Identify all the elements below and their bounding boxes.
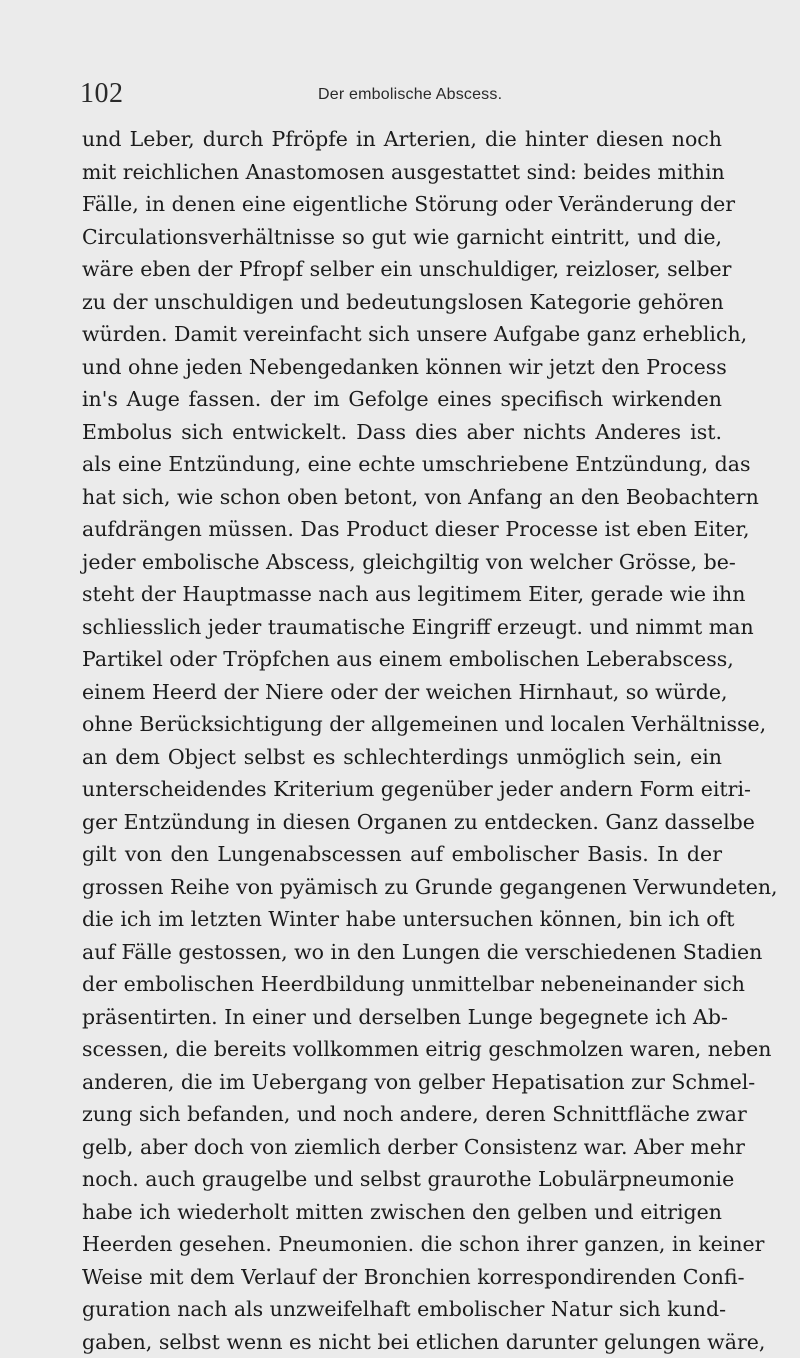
text-line: zung sich befanden, und noch andere, deren Schnittfläche zwar — [82, 1098, 722, 1131]
text-line: zu der unschuldigen und bedeutungslosen Kategorie gehören — [82, 286, 722, 319]
text-line: ohne Berücksichtigung der allgemeinen und localen Verhältnisse, — [82, 708, 722, 741]
text-line: und ohne jeden Nebengedanken können wir jetzt den Process — [82, 351, 722, 384]
text-line: mit reichlichen Anastomosen ausgestattet sind: beides mithin — [82, 156, 722, 189]
text-line: noch. auch graugelbe und selbst graurothe Lobulärpneumonie — [82, 1163, 722, 1196]
text-line: wäre eben der Pfropf selber ein unschuldiger, reizloser, selber — [82, 253, 722, 286]
text-line: habe ich wiederholt mitten zwischen den gelben und eitrigen — [82, 1196, 722, 1229]
text-line: steht der Hauptmasse nach aus legitimem Eiter, gerade wie ihn — [82, 578, 722, 611]
text-line: Fälle, in denen eine eigentliche Störung oder Veränderung der — [82, 188, 722, 221]
text-line: in's Auge fassen. der im Gefolge eines specifisch wirkenden — [82, 383, 722, 416]
text-line: Weise mit dem Verlauf der Bronchien korrespondirenden Confi- — [82, 1261, 722, 1294]
text-line: ger Entzündung in diesen Organen zu entdecken. Ganz dasselbe — [82, 806, 722, 839]
text-line: und Leber, durch Pfröpfe in Arterien, die hinter diesen noch — [82, 123, 722, 156]
text-line: an dem Object selbst es schlechterdings unmöglich sein, ein — [82, 741, 722, 774]
text-line: die ich im letzten Winter habe untersuchen können, bin ich oft — [82, 903, 722, 936]
text-line: Circulationsverhältnisse so gut wie garnicht eintritt, und die, — [82, 221, 722, 254]
text-line: einem Heerd der Niere oder der weichen Hirnhaut, so würde, — [82, 676, 722, 709]
text-line: der embolischen Heerdbildung unmittelbar nebeneinander sich — [82, 968, 722, 1001]
text-line: guration nach als unzweifelhaft embolischer Natur sich kund- — [82, 1293, 722, 1326]
running-head — [80, 80, 720, 110]
body-text — [82, 123, 722, 1358]
text-line: gelb, aber doch von ziemlich derber Consistenz war. Aber mehr — [82, 1131, 722, 1164]
text-line: als eine Entzündung, eine echte umschriebene Entzündung, das — [82, 448, 722, 481]
text-line: Partikel oder Tröpfchen aus einem embolischen Leberabscess, — [82, 643, 722, 676]
text-line: jeder embolische Abscess, gleichgiltig von welcher Grösse, be- — [82, 546, 722, 579]
text-line: anderen, die im Uebergang von gelber Hepatisation zur Schmel- — [82, 1066, 722, 1099]
text-line: gilt von den Lungenabscessen auf embolischer Basis. In der — [82, 838, 722, 871]
text-line: unterscheidendes Kriterium gegenüber jeder andern Form eitri- — [82, 773, 722, 806]
text-line: würden. Damit vereinfacht sich unsere Aufgabe ganz erheblich, — [82, 318, 722, 351]
page-number: 102 — [80, 80, 124, 108]
running-title: Der embolische Abscess. — [318, 87, 502, 103]
text-line: schliesslich jeder traumatische Eingriff erzeugt. und nimmt man — [82, 611, 722, 644]
text-line: Embolus sich entwickelt. Dass dies aber nichts Anderes ist. — [82, 416, 722, 449]
text-line: scessen, die bereits vollkommen eitrig geschmolzen waren, neben — [82, 1033, 722, 1066]
text-line: auf Fälle gestossen, wo in den Lungen die verschiedenen Stadien — [82, 936, 722, 969]
text-line: grossen Reihe von pyämisch zu Grunde gegangenen Verwundeten, — [82, 871, 722, 904]
text-line: gaben, selbst wenn es nicht bei etlichen darunter gelungen wäre, — [82, 1326, 722, 1358]
text-line: präsentirten. In einer und derselben Lunge begegnete ich Ab- — [82, 1001, 722, 1034]
text-line: hat sich, wie schon oben betont, von Anfang an den Beobachtern — [82, 481, 722, 514]
text-line: aufdrängen müssen. Das Product dieser Processe ist eben Eiter, — [82, 513, 722, 546]
text-line: Heerden gesehen. Pneumonien. die schon ihrer ganzen, in keiner — [82, 1228, 722, 1261]
